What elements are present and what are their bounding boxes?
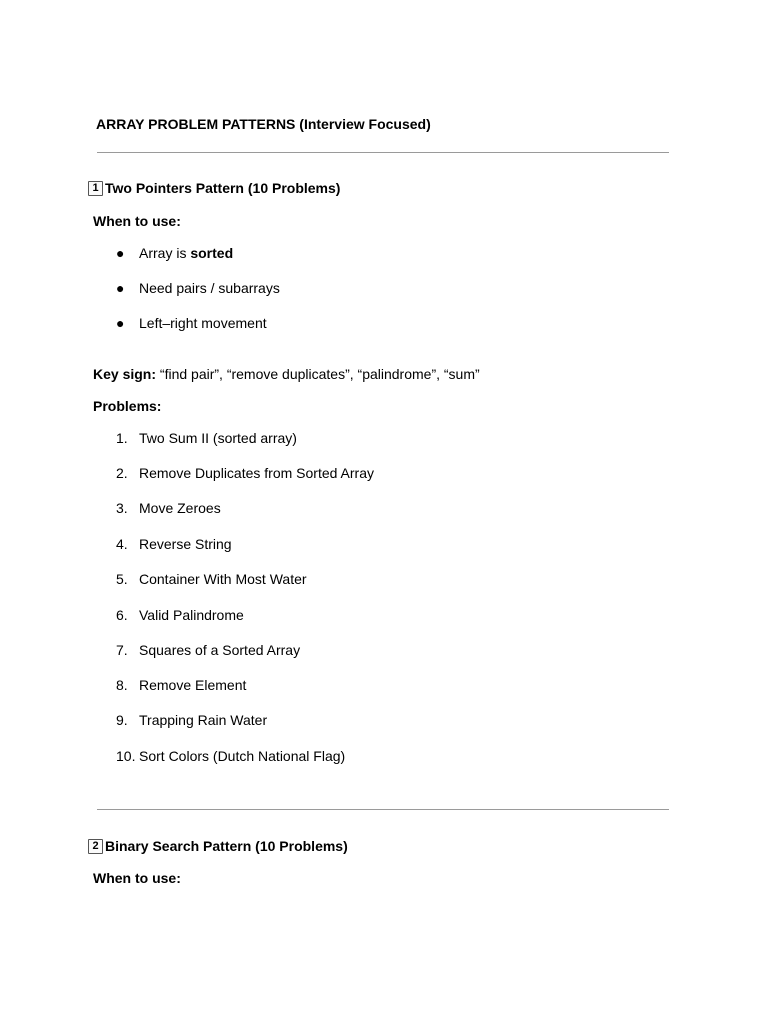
problem-text: Trapping Rain Water [139,712,268,728]
key-sign-text: “find pair”, “remove duplicates”, “palindrome”, “sum” [156,366,480,382]
problem-number: 2. [116,465,128,481]
problem-number: 7. [116,642,128,658]
problem-text: Squares of a Sorted Array [139,642,301,658]
problem-list-item [116,465,374,481]
bullet-emphasis: sorted [190,245,234,261]
bullet-text: Array is [139,245,191,261]
problem-list-item [116,677,246,693]
when-to-use-label: When to use: [93,870,181,886]
problem-number: 4. [116,536,128,552]
problem-list-item [116,712,267,728]
section-heading-binary-search [88,838,348,854]
problem-text: Remove Duplicates from Sorted Array [139,465,374,481]
horizontal-rule [97,809,669,810]
keycap-number-two-icon: 2 [88,839,103,854]
problem-number: 6. [116,607,128,623]
problem-number: 10. [116,748,136,764]
problems-label: Problems: [93,398,162,414]
problem-text: Move Zeroes [139,500,221,516]
problem-text: Container With Most Water [139,571,307,587]
key-sign-label: Key sign: [93,366,157,382]
bullet-item [116,280,280,296]
problem-list-item [116,607,244,623]
problem-list-item [116,571,307,587]
document-title: ARRAY PROBLEM PATTERNS (Interview Focused) [96,116,431,132]
problem-text: Remove Element [139,677,247,693]
section-heading-text: Two Pointers Pattern (10 Problems) [105,180,341,196]
problem-list-item [116,748,345,764]
problem-number: 5. [116,571,128,587]
problem-text: Two Sum II (sorted array) [139,430,297,446]
problem-number: 1. [116,430,128,446]
problem-list-item [116,642,300,658]
problem-list-item [116,500,221,516]
bullet-item [116,245,233,261]
problem-number: 8. [116,677,128,693]
problem-number: 3. [116,500,128,516]
bullet-text: Left–right movement [139,315,267,331]
horizontal-rule [97,152,669,153]
problem-text: Valid Palindrome [139,607,244,623]
problem-number: 9. [116,712,128,728]
key-sign-line [93,366,480,382]
bullet-text: Need pairs / subarrays [139,280,280,296]
when-to-use-label: When to use: [93,213,181,229]
bullet-item [116,315,267,331]
section-heading-two-pointers [88,180,340,196]
bullet-icon: ● [116,280,125,296]
problem-list-item [116,430,297,446]
keycap-number-one-icon: 1 [88,181,103,196]
problem-list-item [116,536,232,552]
bullet-icon: ● [116,245,125,261]
problem-text: Reverse String [139,536,232,552]
bullet-icon: ● [116,315,125,331]
problem-text: Sort Colors (Dutch National Flag) [139,748,346,764]
section-heading-text: Binary Search Pattern (10 Problems) [105,838,348,854]
